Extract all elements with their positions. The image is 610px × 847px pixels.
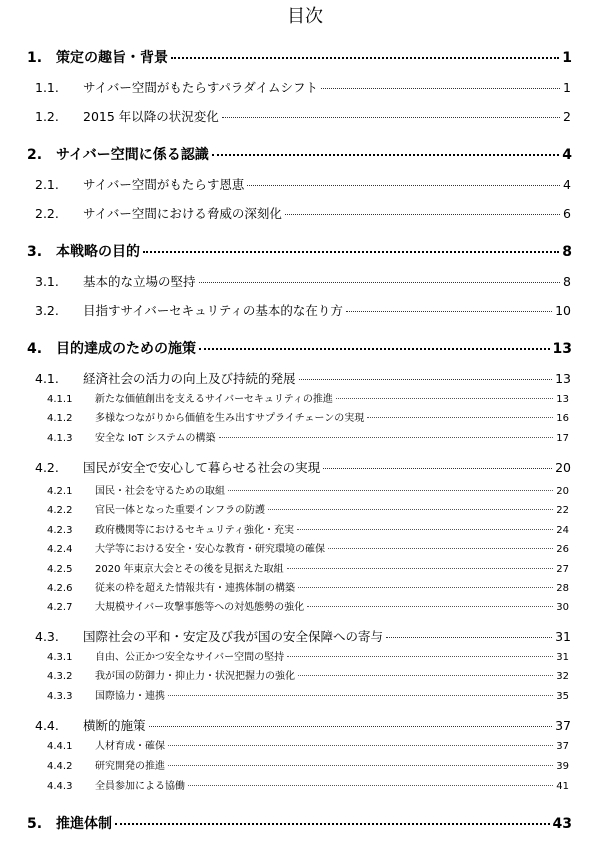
toc-entry-page-number: 32 xyxy=(556,670,569,682)
toc-entry-page-number: 43 xyxy=(552,816,572,832)
toc-entry-number: 4.2.2 xyxy=(47,504,73,516)
dot-leader xyxy=(287,568,554,569)
toc-entry-level3[interactable] xyxy=(0,563,610,576)
toc-entry-level1[interactable] xyxy=(0,146,610,164)
toc-entry-level2[interactable] xyxy=(0,718,610,734)
dot-leader xyxy=(247,185,560,186)
dot-leader xyxy=(199,348,550,350)
toc-entry-page-number: 4 xyxy=(562,147,572,163)
toc-entry-label: 推進体制 xyxy=(56,816,112,832)
toc-entry-level1[interactable] xyxy=(0,243,610,261)
toc-entry-level3[interactable] xyxy=(0,760,610,773)
toc-entry-level3[interactable] xyxy=(0,504,610,517)
toc-entry-level3[interactable] xyxy=(0,432,610,445)
toc-entry-level2[interactable] xyxy=(0,371,610,387)
toc-entry-label: 新たな価値創出を支えるサイバーセキュリティの推進 xyxy=(95,393,333,405)
toc-entry-level3[interactable] xyxy=(0,582,610,595)
toc-entry-number: 4.4.3 xyxy=(47,780,73,792)
toc-entry-label: 国際協力・連携 xyxy=(95,690,165,702)
toc-entry-page-number: 13 xyxy=(555,371,571,386)
toc-entry-page-number: 27 xyxy=(556,563,569,575)
toc-entry-label: 策定の趣旨・背景 xyxy=(56,50,168,66)
toc-entry-number: 4.1.3 xyxy=(47,432,73,444)
dot-leader xyxy=(298,587,553,588)
toc-entry-label: 国民が安全で安心して暮らせる社会の実現 xyxy=(83,460,321,475)
toc-entry-level2[interactable] xyxy=(0,80,610,96)
toc-entry-number: 4.4.2 xyxy=(47,760,73,772)
dot-leader xyxy=(285,214,560,215)
toc-entry-label: サイバー空間に係る認識 xyxy=(56,147,209,163)
toc-entry-level2[interactable] xyxy=(0,303,610,319)
toc-title: 目次 xyxy=(287,6,323,27)
toc-entry-level2[interactable] xyxy=(0,177,610,193)
dot-leader xyxy=(168,695,553,696)
toc-entry-level1[interactable] xyxy=(0,815,610,833)
toc-entry-page-number: 17 xyxy=(556,432,569,444)
dot-leader xyxy=(328,548,553,549)
toc-entry-label: 官民一体となった重要インフラの防護 xyxy=(95,504,265,516)
toc-entry-number: 4.3.3 xyxy=(47,690,73,702)
toc-entry-level2[interactable] xyxy=(0,274,610,290)
dot-leader xyxy=(168,765,553,766)
toc-entry-label: 大学等における安全・安心な教育・研究環境の確保 xyxy=(95,543,325,555)
toc-entry-level3[interactable] xyxy=(0,543,610,556)
toc-entry-number: 4.3. xyxy=(35,629,59,644)
toc-entry-level3[interactable] xyxy=(0,690,610,703)
dot-leader xyxy=(268,509,553,510)
toc-entry-level3[interactable] xyxy=(0,485,610,498)
toc-entry-number: 1.2. xyxy=(35,109,59,124)
toc-entry-label: 大規模サイバー攻撃事態等への対処態勢の強化 xyxy=(95,601,305,613)
toc-entry-label: 経済社会の活力の向上及び持続的発展 xyxy=(83,371,296,386)
toc-entry-number: 4.4. xyxy=(35,718,59,733)
toc-entry-page-number: 30 xyxy=(556,601,569,613)
toc-entry-page-number: 8 xyxy=(562,244,572,260)
toc-entry-level2[interactable] xyxy=(0,629,610,645)
toc-entry-number: 3. xyxy=(27,244,43,260)
toc-entry-number: 4.2.5 xyxy=(47,563,73,575)
toc-entry-label: 政府機関等におけるセキュリティ強化・充実 xyxy=(95,524,294,536)
toc-entry-label: 国民・社会を守るための取組 xyxy=(95,485,225,497)
toc-entry-number: 1. xyxy=(27,50,43,66)
toc-entry-page-number: 10 xyxy=(555,303,571,318)
dot-leader xyxy=(299,379,553,380)
toc-entry-number: 5. xyxy=(27,816,43,832)
toc-entry-page-number: 24 xyxy=(556,524,569,536)
toc-entry-label: サイバー空間がもたらすパラダイムシフト xyxy=(83,80,319,95)
toc-entry-page-number: 37 xyxy=(555,718,571,733)
toc-entry-number: 4.4.1 xyxy=(47,740,73,752)
toc-entry-number: 4.3.1 xyxy=(47,651,73,663)
toc-entry-page-number: 2 xyxy=(563,109,571,124)
dot-leader xyxy=(323,468,552,469)
toc-entry-page-number: 28 xyxy=(556,582,569,594)
toc-entry-level2[interactable] xyxy=(0,460,610,476)
toc-entry-label: 2020 年東京大会とその後を見据えた取組 xyxy=(95,563,284,575)
toc-entry-label: 従来の枠を超えた情報共有・連携体制の構築 xyxy=(95,582,295,594)
toc-entry-level3[interactable] xyxy=(0,393,610,406)
toc-entry-page-number: 41 xyxy=(556,780,569,792)
toc-entry-label: 目的達成のための施策 xyxy=(56,341,196,357)
dot-leader xyxy=(336,398,553,399)
toc-entry-number: 3.2. xyxy=(35,303,59,318)
toc-entry-page-number: 31 xyxy=(555,629,571,644)
toc-entry-label: 国際社会の平和・安定及び我が国の安全保障への寄与 xyxy=(83,629,384,644)
toc-entry-label: 横断的施策 xyxy=(83,718,146,733)
toc-entry-page-number: 1 xyxy=(563,80,571,95)
dot-leader xyxy=(386,637,552,638)
toc-entry-page-number: 20 xyxy=(555,460,571,475)
toc-entry-label: 我が国の防御力・抑止力・状況把握力の強化 xyxy=(95,670,295,682)
toc-entry-page-number: 20 xyxy=(556,485,569,497)
toc-entry-page-number: 31 xyxy=(556,651,569,663)
toc-entry-label: 研究開発の推進 xyxy=(95,760,165,772)
toc-entry-label: サイバー空間がもたらす恩恵 xyxy=(83,177,245,192)
dot-leader xyxy=(212,154,560,156)
toc-entry-number: 4.1.1 xyxy=(47,393,73,405)
toc-entry-label: 自由、公正かつ安全なサイバー空間の堅持 xyxy=(95,651,285,663)
dot-leader xyxy=(287,656,553,657)
toc-entry-number: 4.2.6 xyxy=(47,582,73,594)
toc-entry-page-number: 39 xyxy=(556,760,569,772)
toc-entry-label: 全員参加による協働 xyxy=(95,780,185,792)
dot-leader xyxy=(222,117,560,118)
dot-leader xyxy=(219,437,554,438)
toc-entry-page-number: 26 xyxy=(556,543,569,555)
toc-entry-level3[interactable] xyxy=(0,780,610,793)
dot-leader xyxy=(171,57,559,59)
toc-entry-level3[interactable] xyxy=(0,601,610,614)
dot-leader xyxy=(188,785,553,786)
toc-entry-level3[interactable] xyxy=(0,740,610,753)
toc-entry-number: 4.2. xyxy=(35,460,59,475)
toc-entry-level3[interactable] xyxy=(0,524,610,537)
toc-entry-page-number: 8 xyxy=(563,274,571,289)
toc-entry-page-number: 13 xyxy=(552,341,572,357)
toc-entry-label: 本戦略の目的 xyxy=(56,244,140,260)
toc-entry-page-number: 16 xyxy=(556,412,569,424)
toc-entry-page-number: 6 xyxy=(563,206,571,221)
toc-entry-page-number: 35 xyxy=(556,690,569,702)
toc-entry-level2[interactable] xyxy=(0,206,610,222)
toc-entry-label: 人材育成・確保 xyxy=(95,740,165,752)
dot-leader xyxy=(298,675,553,676)
toc-entry-number: 4.2.7 xyxy=(47,601,73,613)
dot-leader xyxy=(199,282,561,283)
toc-entry-level2[interactable] xyxy=(0,109,610,125)
toc-entry-label: サイバー空間における脅威の深刻化 xyxy=(83,206,282,221)
toc-entry-number: 2. xyxy=(27,147,43,163)
toc-entry-number: 4.2.3 xyxy=(47,524,73,536)
toc-entry-page-number: 37 xyxy=(556,740,569,752)
dot-leader xyxy=(297,529,553,530)
dot-leader xyxy=(168,745,553,746)
toc-entry-number: 2.2. xyxy=(35,206,59,221)
toc-entry-level3[interactable] xyxy=(0,670,610,683)
toc-entry-number: 4.2.4 xyxy=(47,543,73,555)
toc-entry-page-number: 13 xyxy=(556,393,569,405)
toc-entry-page-number: 1 xyxy=(562,50,572,66)
toc-entry-page-number: 22 xyxy=(556,504,569,516)
toc-entry-page-number: 4 xyxy=(563,177,571,192)
toc-entry-label: 安全な IoT システムの構築 xyxy=(95,432,216,444)
toc-entry-level3[interactable] xyxy=(0,651,610,664)
toc-entry-level3[interactable] xyxy=(0,412,610,425)
dot-leader xyxy=(346,311,552,312)
toc-entry-label: 多様なつながりから価値を生み出すサプライチェーンの実現 xyxy=(95,412,365,424)
toc-entry-number: 4.2.1 xyxy=(47,485,73,497)
dot-leader xyxy=(367,417,553,418)
toc-entry-level1[interactable] xyxy=(0,49,610,67)
toc-entry-label: 2015 年以降の状況変化 xyxy=(83,109,219,124)
toc-entry-number: 4.1. xyxy=(35,371,59,386)
dot-leader xyxy=(149,726,553,727)
toc-entry-number: 4.1.2 xyxy=(47,412,73,424)
dot-leader xyxy=(321,88,560,89)
toc-entry-number: 4. xyxy=(27,341,43,357)
dot-leader xyxy=(307,606,553,607)
dot-leader xyxy=(115,823,550,825)
toc-entry-number: 2.1. xyxy=(35,177,59,192)
toc-entry-number: 4.3.2 xyxy=(47,670,73,682)
toc-entry-level1[interactable] xyxy=(0,340,610,358)
toc-entry-label: 目指すサイバーセキュリティの基本的な在り方 xyxy=(83,303,343,318)
dot-leader xyxy=(228,490,553,491)
toc-entry-label: 基本的な立場の堅持 xyxy=(83,274,196,289)
toc-entry-number: 1.1. xyxy=(35,80,59,95)
toc-entry-number: 3.1. xyxy=(35,274,59,289)
dot-leader xyxy=(143,251,559,253)
